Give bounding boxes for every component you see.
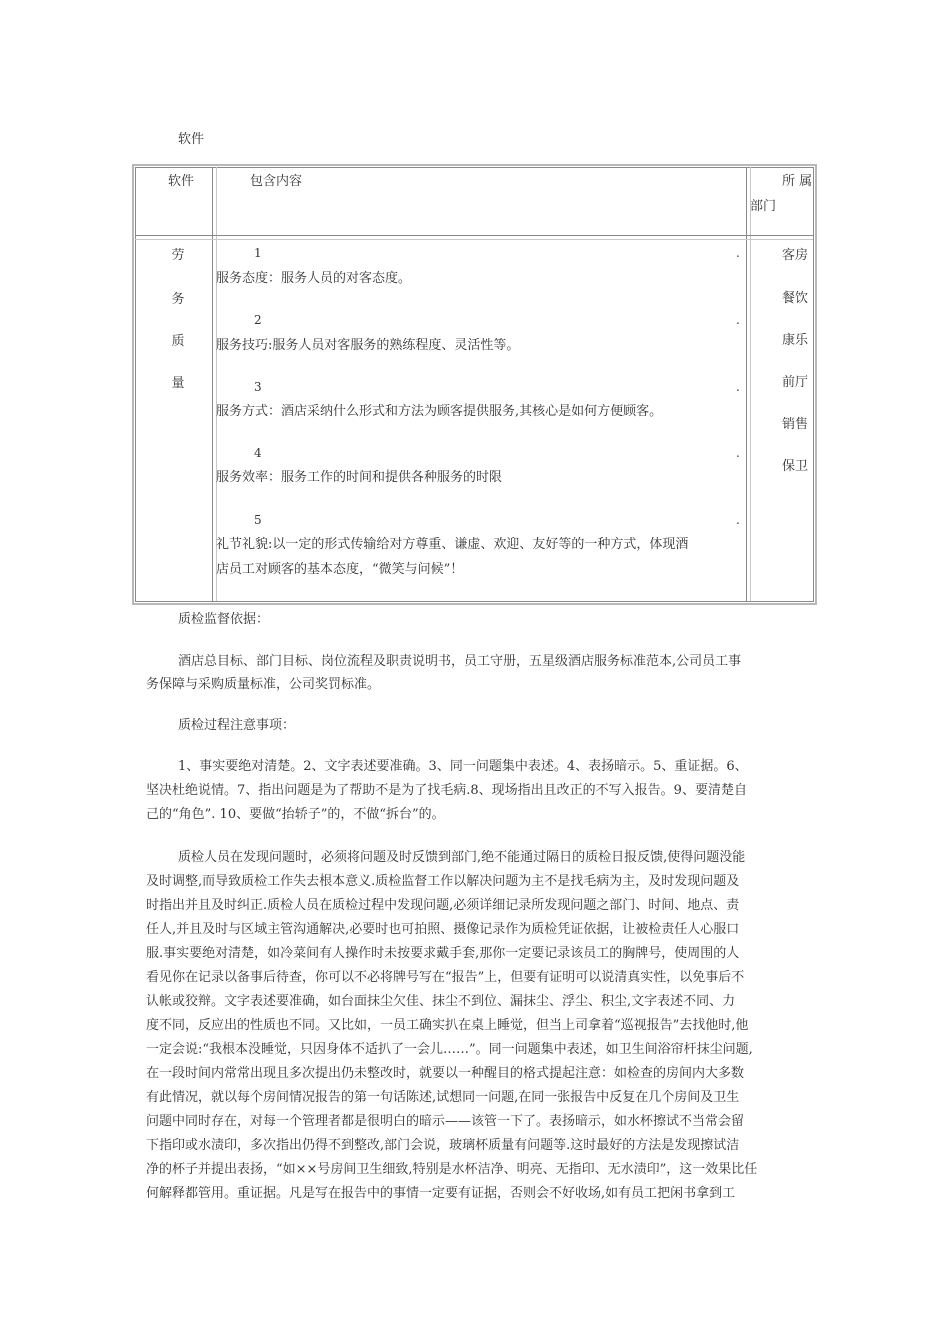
basis-paragraph bbox=[146, 650, 814, 696]
item-dot: . bbox=[736, 380, 740, 394]
department: 保卫 bbox=[782, 459, 809, 474]
paragraph-line: 坚决杜绝说情。7、指出问题是为了帮助不是为了找毛病.8、现场指出且改正的不写入报告。9、要清楚自 bbox=[146, 783, 747, 798]
item-text: 店员工对顾客的基本态度，“微笑与问候”！ bbox=[216, 562, 464, 577]
paragraph-line: 任人,并且及时与区域主管沟通解决,必要时也可拍照、摄像记录作为质检凭证依据，让被检责任人心服口 bbox=[146, 922, 740, 937]
paragraph-line: 何解释都管用。重证据。凡是写在报告中的事情一定要有证据，否则会不好收场,如有员工把闲书拿到工 bbox=[146, 1186, 736, 1201]
paragraph-line: 认帐或狡辩。文字表述要准确，如台面抹尘欠佳、抹尘不到位、漏抹尘、浮尘、积尘,文字表述不同、力 bbox=[146, 994, 736, 1009]
paragraph-line: 问题中同时存在，对每一个管理者都是很明白的暗示——该管一下了。表扬暗示，如水杯擦试不当常会留 bbox=[146, 1114, 745, 1129]
category-char: 务 bbox=[171, 292, 185, 307]
body-paragraph bbox=[146, 846, 814, 1206]
paragraph-line bbox=[146, 755, 814, 779]
content-table bbox=[132, 164, 817, 605]
process-paragraph bbox=[146, 755, 814, 827]
paragraph-line bbox=[146, 846, 814, 870]
item-dot: . bbox=[736, 313, 740, 327]
section-heading: 软件 bbox=[178, 132, 205, 147]
header-software: 软件 bbox=[168, 174, 195, 189]
paragraph-line: 务保障与采购质量标准，公司奖罚标准。 bbox=[146, 677, 381, 692]
paragraph-line: 度不同，反应出的性质也不同。又比如，一员工确实扒在桌上睡觉，但当上司拿着“巡视报告”去找他时,他 bbox=[146, 1018, 749, 1033]
header-dept-line1: 所 属 bbox=[782, 174, 813, 189]
paragraph-line: 时指出并且及时纠正.质检人员在质检过程中发现问题,必须详细记录所发现问题之部门、时间、地点、责 bbox=[146, 898, 740, 913]
item-text: 服务技巧:服务人员对客服务的熟练程度、灵活性等。 bbox=[216, 338, 520, 353]
paragraph-line: 有此情况，就以每个房间情况报告的第一句话陈述,试想同一问题,在同一张报告中反复在几个房间及卫生 bbox=[146, 1090, 740, 1105]
col-divider-2b bbox=[750, 167, 751, 601]
paragraph-line: 净的杯子并提出表扬，“如××号房间卫生细致,特别是水杯洁净、明亮、无指印、无水渍印”，这一效果比任 bbox=[146, 1162, 758, 1177]
department: 前厅 bbox=[782, 375, 809, 390]
line-text: 酒店总目标、部门目标、岗位流程及职责说明书，员工守册，五星级酒店服务标准范本,公司员工事 bbox=[178, 654, 742, 669]
department: 康乐 bbox=[782, 333, 809, 348]
category-char: 劳 bbox=[171, 248, 185, 263]
paragraph-line: 看见你在记录以备事后待查，你可以不必将牌号写在“报告”上，但要有证明可以说清真实性，以免事后不 bbox=[146, 970, 745, 985]
item-text: 服务效率：服务工作的时间和提供各种服务的时限 bbox=[216, 470, 503, 485]
header-dept-line2: 部门 bbox=[750, 199, 777, 214]
item-text: 礼节礼貌:以一定的形式传输给对方尊重、谦虚、欢迎、友好等的一种方式，体现酒 bbox=[216, 537, 689, 552]
paragraph-line: 在一段时间内常常出现且多次提出仍未整改时，就要以一种醒目的格式提起注意：如检查的房间内大多数 bbox=[146, 1066, 745, 1081]
paragraph-line bbox=[146, 650, 814, 673]
item-dot: . bbox=[736, 513, 740, 527]
item-dot: . bbox=[736, 446, 740, 460]
paragraph-line: 下指印或水渍印，多次指出仍得不到整改,部门会说，玻璃杯质量有问题等.这时最好的方法是发现擦试洁 bbox=[146, 1138, 740, 1153]
paragraph-line: 己的“角色”. 10、要做“抬轿子”的，不做“拆台”的。 bbox=[146, 807, 445, 822]
item-dot: . bbox=[736, 246, 740, 260]
line-text: 1、事实要绝对清楚。2、文字表述要准确。3、同一问题集中表述。4、表扬暗示。5、重证据。6、 bbox=[178, 759, 748, 774]
item-text: 服务态度：服务人员的对客态度。 bbox=[216, 271, 412, 286]
item-number: 1 bbox=[254, 246, 262, 260]
basis-label: 质检监督依据： bbox=[178, 612, 270, 627]
category-char: 量 bbox=[171, 376, 185, 391]
item-number: 3 bbox=[254, 380, 262, 394]
item-text: 服务方式：酒店采纳什么形式和方法为顾客提供服务,其核心是如何方便顾客。 bbox=[216, 404, 663, 419]
header-divider bbox=[135, 235, 813, 236]
paragraph-line: 及时调整,而导致质检工作失去根本意义.质检监督工作以解决问题为主不是找毛病为主，及时发现问题及 bbox=[146, 874, 740, 889]
line-text: 质检人员在发现问题时，必须将问题及时反馈到部门,绝不能通过隔日的质检日报反馈,使得问题没能 bbox=[178, 850, 746, 865]
process-label: 质检过程注意事项： bbox=[178, 718, 296, 733]
paragraph-line: 服.事实要绝对清楚，如冷菜间有人操作时未按要求戴手套,那你一定要记录该员工的胸牌号，使周围的人 bbox=[146, 946, 740, 961]
department: 客房 bbox=[782, 248, 809, 263]
department: 销售 bbox=[782, 417, 809, 432]
item-number: 2 bbox=[254, 313, 262, 327]
category-char: 质 bbox=[171, 334, 185, 349]
header-divider-b bbox=[135, 239, 813, 240]
paragraph-line: 一定会说:“我根本没睡觉，只因身体不适扒了一会儿……”。同一问题集中表述，如卫生间浴帘杆抹尘问题, bbox=[146, 1042, 753, 1057]
department: 餐饮 bbox=[782, 291, 809, 306]
col-divider-1 bbox=[212, 167, 213, 601]
item-number: 5 bbox=[254, 513, 262, 527]
item-number: 4 bbox=[254, 446, 262, 460]
header-content: 包含内容 bbox=[250, 174, 303, 189]
